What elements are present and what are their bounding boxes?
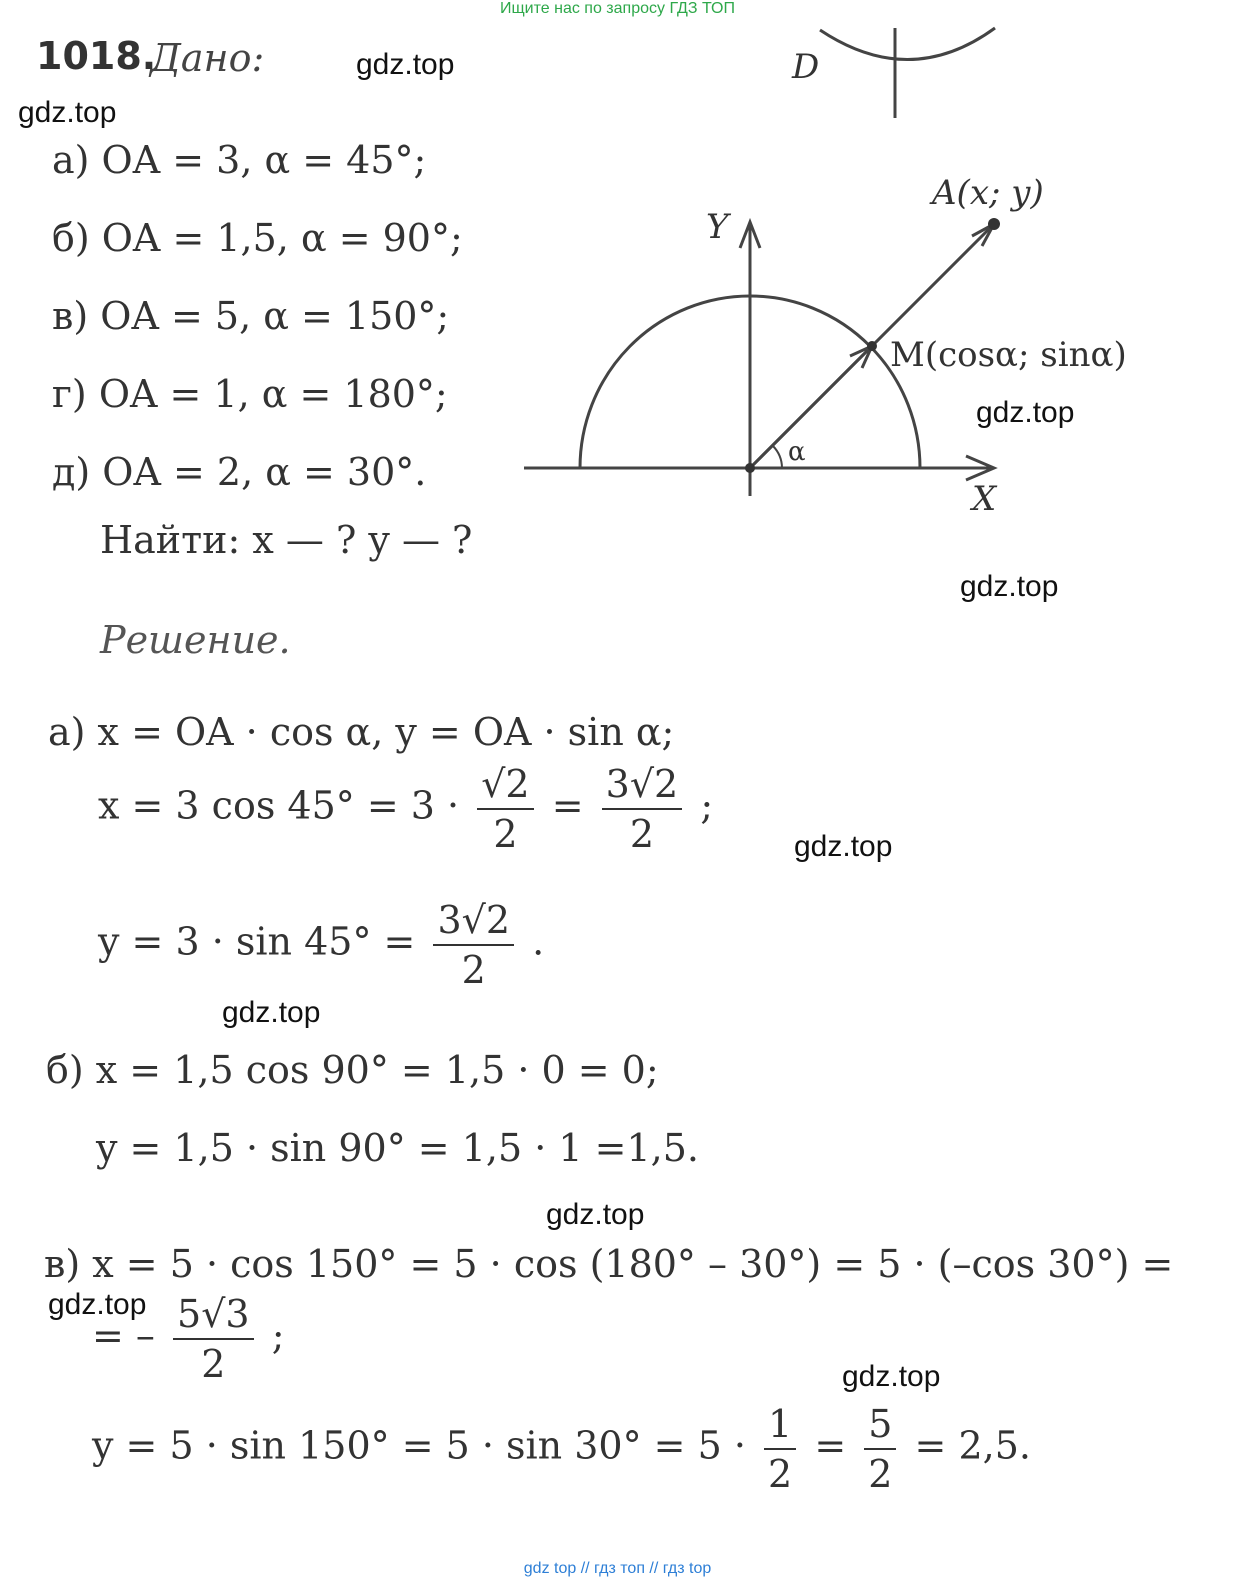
a-y-lhs: y = 3 · sin 45° = [98, 919, 416, 964]
watermark: gdz.top [48, 1288, 147, 1321]
solution-a-line2 [98, 762, 713, 856]
v-line3-lhs: y = 5 · sin 150° = 5 · sin 30° = 5 · [92, 1423, 746, 1468]
arc-fragment [820, 28, 995, 60]
previous-figure-fragment [760, 20, 1020, 130]
fraction-numerator: 1 [764, 1402, 796, 1450]
fraction [433, 898, 514, 992]
given-b: б) OA = 1,5, α = 90°; [52, 216, 463, 260]
given-title: Дано: [150, 36, 265, 80]
line-end: ; [271, 1313, 285, 1358]
fraction [764, 1402, 796, 1496]
watermark: gdz.top [356, 48, 455, 81]
given-v: в) OA = 5, α = 150°; [52, 294, 450, 338]
point-m [867, 341, 877, 351]
label-y: Y [706, 207, 729, 247]
solution-a-line3 [98, 898, 544, 992]
a-x-lhs: x = 3 cos 45° = 3 · [98, 783, 460, 828]
fraction [477, 762, 533, 856]
fraction-numerator: 5√3 [173, 1292, 254, 1340]
watermark: gdz.top [222, 996, 321, 1029]
given-d: д) OA = 2, α = 30°. [52, 450, 427, 494]
point-o [745, 463, 755, 473]
footer-links: gdz top // гдз топ // гдз top [523, 1560, 712, 1577]
fraction [602, 762, 683, 856]
watermark: gdz.top [976, 396, 1075, 429]
fraction-denominator: 2 [493, 812, 518, 856]
equals-sign: = [814, 1423, 847, 1468]
solution-title: Решение. [100, 618, 291, 662]
solution-b-line2: y = 1,5 · sin 90° = 1,5 · 1 =1,5. [96, 1126, 699, 1170]
watermark: gdz.top [18, 96, 117, 129]
find-line: Найти: x — ? y — ? [100, 518, 473, 562]
watermark: gdz.top [960, 570, 1059, 603]
solution-v-line3 [92, 1402, 1031, 1496]
fraction-numerator: 3√2 [602, 762, 683, 810]
fraction-numerator: 5 [864, 1402, 896, 1450]
line-end: ; [700, 783, 714, 828]
point-a [988, 218, 1000, 230]
given-a: а) OA = 3, α = 45°; [52, 138, 427, 182]
fraction [173, 1292, 254, 1386]
top-banner: Ищите нас по запросу ГДЗ ТОП [500, 0, 735, 17]
label-alpha: α [788, 437, 806, 467]
fraction-numerator: 3√2 [433, 898, 514, 946]
v-line2-lhs: = – [92, 1313, 155, 1358]
label-a: A(x; y) [932, 173, 1044, 213]
line-end: = 2,5. [914, 1423, 1031, 1468]
label-m: M(cosα; sinα) [890, 335, 1127, 375]
fraction-numerator: √2 [477, 762, 533, 810]
unit-circle-figure [510, 170, 1170, 530]
problem-number: 1018. [36, 34, 157, 78]
solution-a-line1: а) x = OA · cos α, y = OA · sin α; [48, 710, 675, 754]
watermark: gdz.top [546, 1198, 645, 1231]
equals-sign: = [551, 783, 584, 828]
solution-b-line1: б) x = 1,5 cos 90° = 1,5 · 0 = 0; [46, 1048, 659, 1092]
fraction-denominator: 2 [629, 812, 655, 856]
vector-om [750, 346, 872, 468]
given-g: г) OA = 1, α = 180°; [52, 372, 448, 416]
fraction-denominator: 2 [201, 1342, 226, 1386]
angle-arc [773, 446, 782, 468]
label-d: D [792, 47, 820, 87]
fraction-denominator: 2 [461, 948, 486, 992]
watermark: gdz.top [842, 1360, 941, 1393]
fraction-denominator: 2 [868, 1452, 893, 1496]
line-end: . [532, 919, 545, 964]
solution-v-line1: в) x = 5 · cos 150° = 5 · cos (180° – 30°) = 5 · (–cos 30°) = [44, 1242, 1174, 1286]
watermark: gdz.top [794, 830, 893, 863]
label-x: X [972, 479, 997, 519]
fraction [864, 1402, 896, 1496]
fraction-denominator: 2 [768, 1452, 793, 1496]
